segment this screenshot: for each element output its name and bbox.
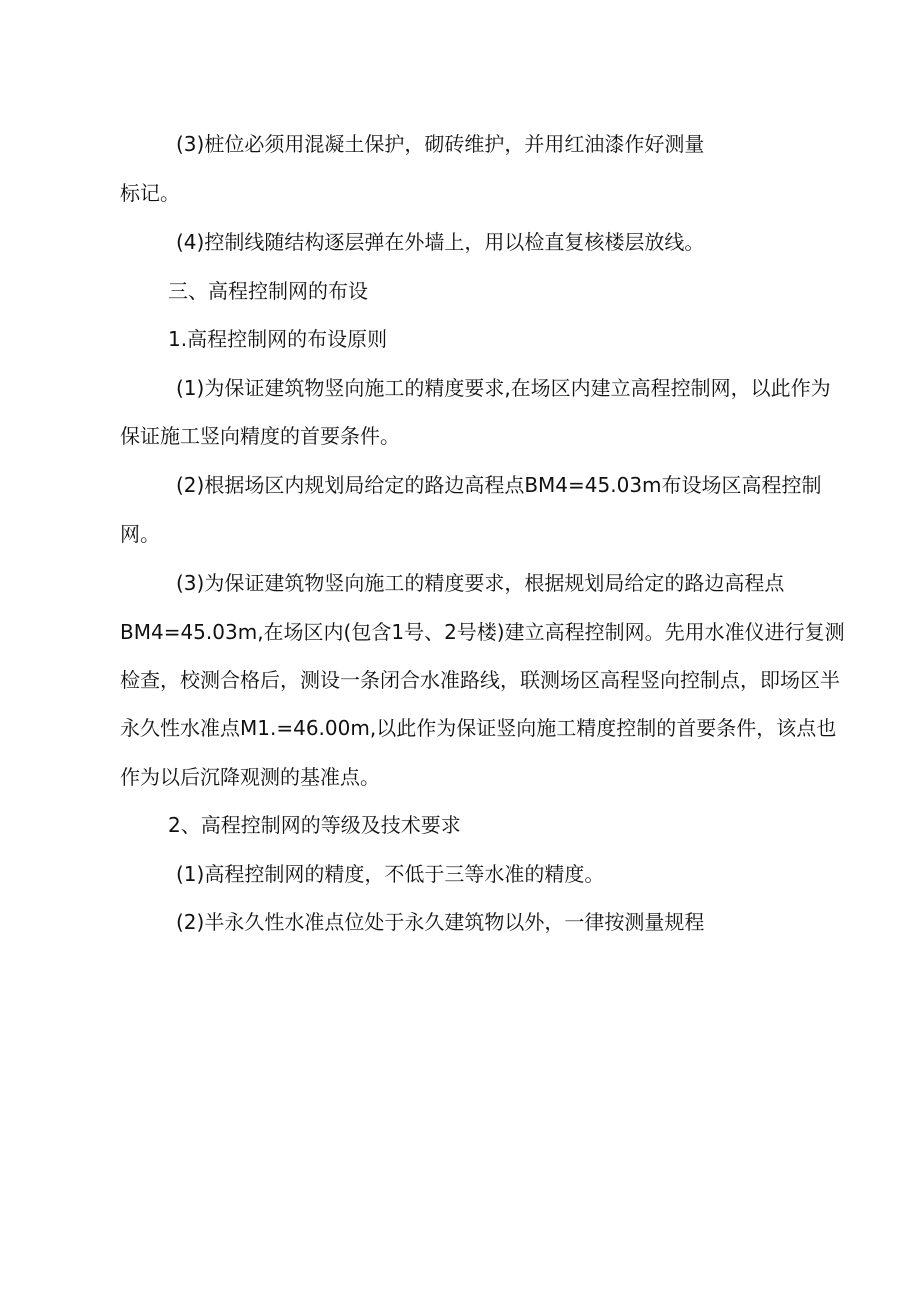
subheading-grade-requirements: 2、高程控制网的等级及技术要求 bbox=[168, 813, 461, 837]
principle-1-line-2: 保证施工竖向精度的首要条件。 bbox=[120, 424, 400, 448]
principle-1-line-1: (1)为保证建筑物竖向施工的精度要求,在场区内建立高程控制网，以此作为 bbox=[176, 376, 831, 400]
paragraph-4-control-lines: (4)控制线随结构逐层弹在外墙上，用以检直复核楼层放线。 bbox=[176, 230, 705, 254]
requirement-2: (2)半永久性水准点位处于永久建筑物以外，一律按测量规程 bbox=[176, 910, 705, 934]
principle-2-line-2: 网。 bbox=[120, 522, 160, 546]
principle-3-line-5: 作为以后沉降观测的基准点。 bbox=[120, 765, 380, 789]
principle-3-line-2: BM4=45.03m,在场区内(包含1号、2号楼)建立高程控制网。先用水准仪进行复测 bbox=[120, 620, 845, 644]
principle-2-line-1: (2)根据场区内规划局给定的路边高程点BM4=45.03m布设场区高程控制 bbox=[176, 473, 822, 497]
subheading-layout-principles: 1.高程控制网的布设原则 bbox=[168, 327, 388, 351]
paragraph-3-pile-protection-line-1: (3)桩位必须用混凝土保护，砌砖维护，并用红油漆作好测量 bbox=[176, 132, 705, 156]
principle-3-line-3: 检查，校测合格后，测设一条闭合水准路线，联测场区高程竖向控制点，即场区半 bbox=[120, 668, 840, 692]
principle-3-line-1: (3)为保证建筑物竖向施工的精度要求，根据规划局给定的路边高程点 bbox=[176, 571, 785, 595]
paragraph-3-pile-protection-line-2: 标记。 bbox=[120, 181, 180, 205]
section-heading-elevation-network: 三、高程控制网的布设 bbox=[168, 279, 368, 303]
principle-3-line-4: 永久性水准点M1.=46.00m,以此作为保证竖向施工精度控制的首要条件，该点也 bbox=[120, 716, 837, 740]
requirement-1: (1)高程控制网的精度，不低于三等水准的精度。 bbox=[176, 862, 605, 886]
